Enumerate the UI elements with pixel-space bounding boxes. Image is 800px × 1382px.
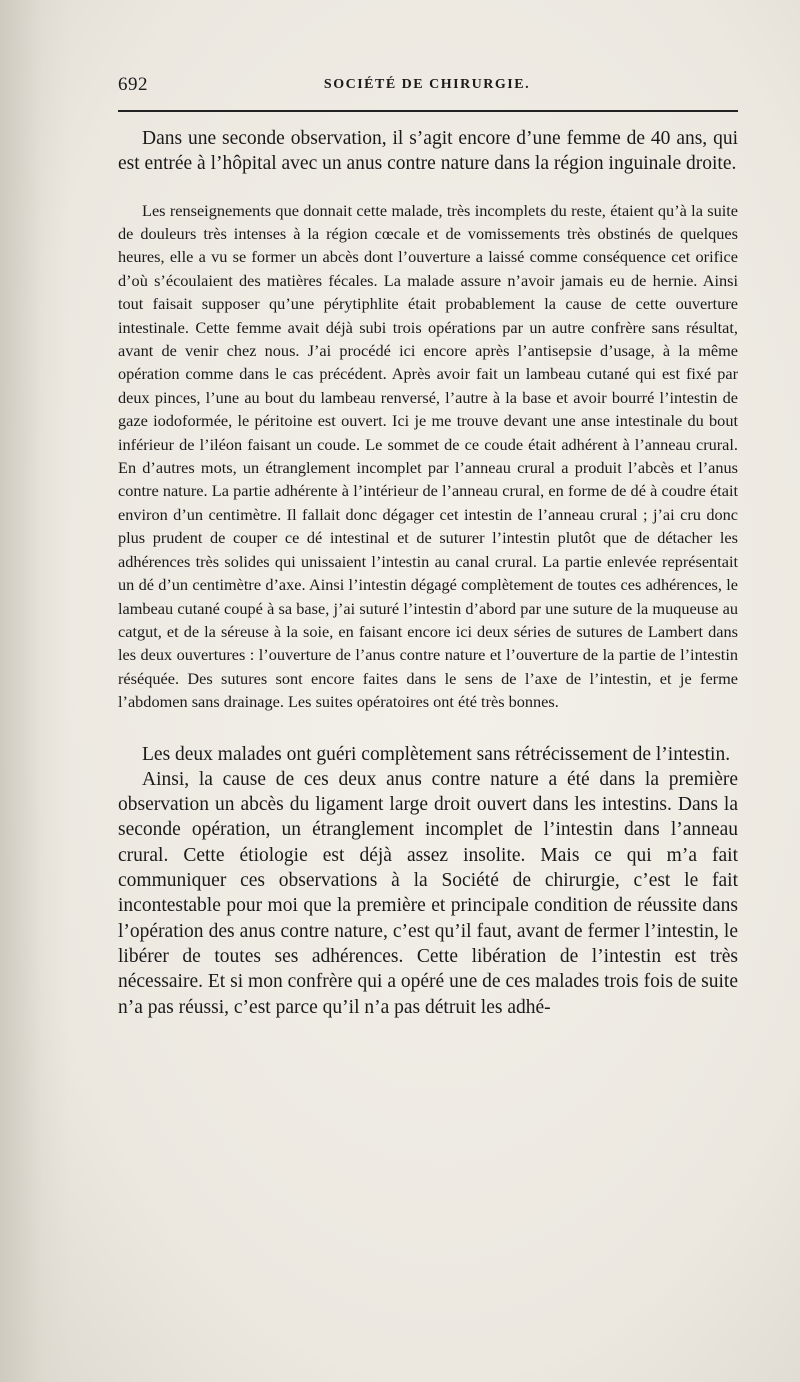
paragraph-2: Les renseignements que donnait cette malade, très incomplets du reste, étaient qu’à la suite de douleurs très intenses à la région cœcale et de vomissements très obstinés de quelques heures, elle a vu se former un abcès dont l’ouverture a laissé comme conséquence cet orifice d’où s’écoulaient des matières fécales. La malade assure n’avoir jamais eu de hernie. Ainsi tout faisait supposer qu’une pérytiphlite était probablement la cause de cette ouverture intestinale. Cette femme avait déjà subi trois opérations par un autre confrère sans résultat, avant de venir chez nous. J’ai procédé ici encore après l’antisepsie d’usage, à la même opération comme dans le cas précédent. Après avoir fait un lambeau cutané qui est fixé par deux pinces, l’une au bout du lambeau renversé, l’autre à la base et avoir bourré l’intestin de gaze iodoformée, le péritoine est ouvert. Ici je me trouve devant une anse intestinale du bout inférieur de l’iléon faisant un coude. Le sommet de ce coude était adhérent à l’anneau crural. En d’autres mots, un étranglement incomplet par l’anneau crural a produit l’abcès et l’anus contre nature. La partie adhérente à l’intérieur de l’anneau crural, en forme de dé à coudre était environ d’un centimètre. Il fallait donc dégager cet intestin de l’anneau crural ; j’ai cru donc plus prudent de couper ce dé intestinal et de suturer l’intestin plutôt que de détacher les adhérences très solides qui unissaient l’intestin au canal crural. La partie enlevée représentait un dé d’un centimètre d’axe. Ainsi l’intestin dégagé complètement de toutes ces adhérences, le lambeau cutané coupé à sa base, j’ai suturé l’intestin d’abord par une suture de la muqueuse au catgut, et de la séreuse à la soie, en faisant encore ici deux séries de sutures de Lambert dans les deux ouvertures : l’ouverture de l’anus contre nature et l’ouverture de la partie de l’intestin réséquée. Des sutures sont encore faites dans le sens de l’axe de l’intestin, et je ferme l’abdomen sans drainage. Les suites opératoires ont été très bonnes. — [118, 200, 738, 712]
paragraph-3: Les deux malades ont guéri complètement sans rétrécissement de l’intestin. — [142, 743, 731, 765]
body-text — [118, 126, 738, 1020]
page-edge-shadow — [0, 0, 70, 1382]
paragraph-4: Ainsi, la cause de ces deux anus contre nature a été dans la première observation un abcès du ligament large droit ouvert dans les intestins. Dans la seconde opération, un étranglement incomplet de l’intestin dans l’anneau crural. Cette étiologie est déjà assez insolite. Mais ce qui m’a fait communiquer ces observations à la Société de chirurgie, c’est le fait incontestable pour moi que la première et principale condition de réussite dans l’opération des anus contre nature, c’est qu’il faut, avant de fermer l’intestin, le libérer de toutes ses adhérences. Cette libération de l’intestin est très nécessaire. Et si mon confrère qui a opéré une de ces malades trois fois de suite n’a pas réussi, c’est parce qu’il n’a pas détruit les adhé- — [118, 768, 738, 1018]
paragraph-1: Dans une seconde observation, il s’agit encore d’une femme de 40 ans, qui est entrée à l’hôpital avec un anus contre nature dans la région inguinale droite. — [118, 128, 738, 175]
header-rule — [118, 110, 738, 112]
page-header — [118, 74, 736, 98]
page-number: 692 — [118, 74, 148, 95]
running-title: SOCIÉTÉ DE CHIRURGIE. — [323, 77, 531, 92]
